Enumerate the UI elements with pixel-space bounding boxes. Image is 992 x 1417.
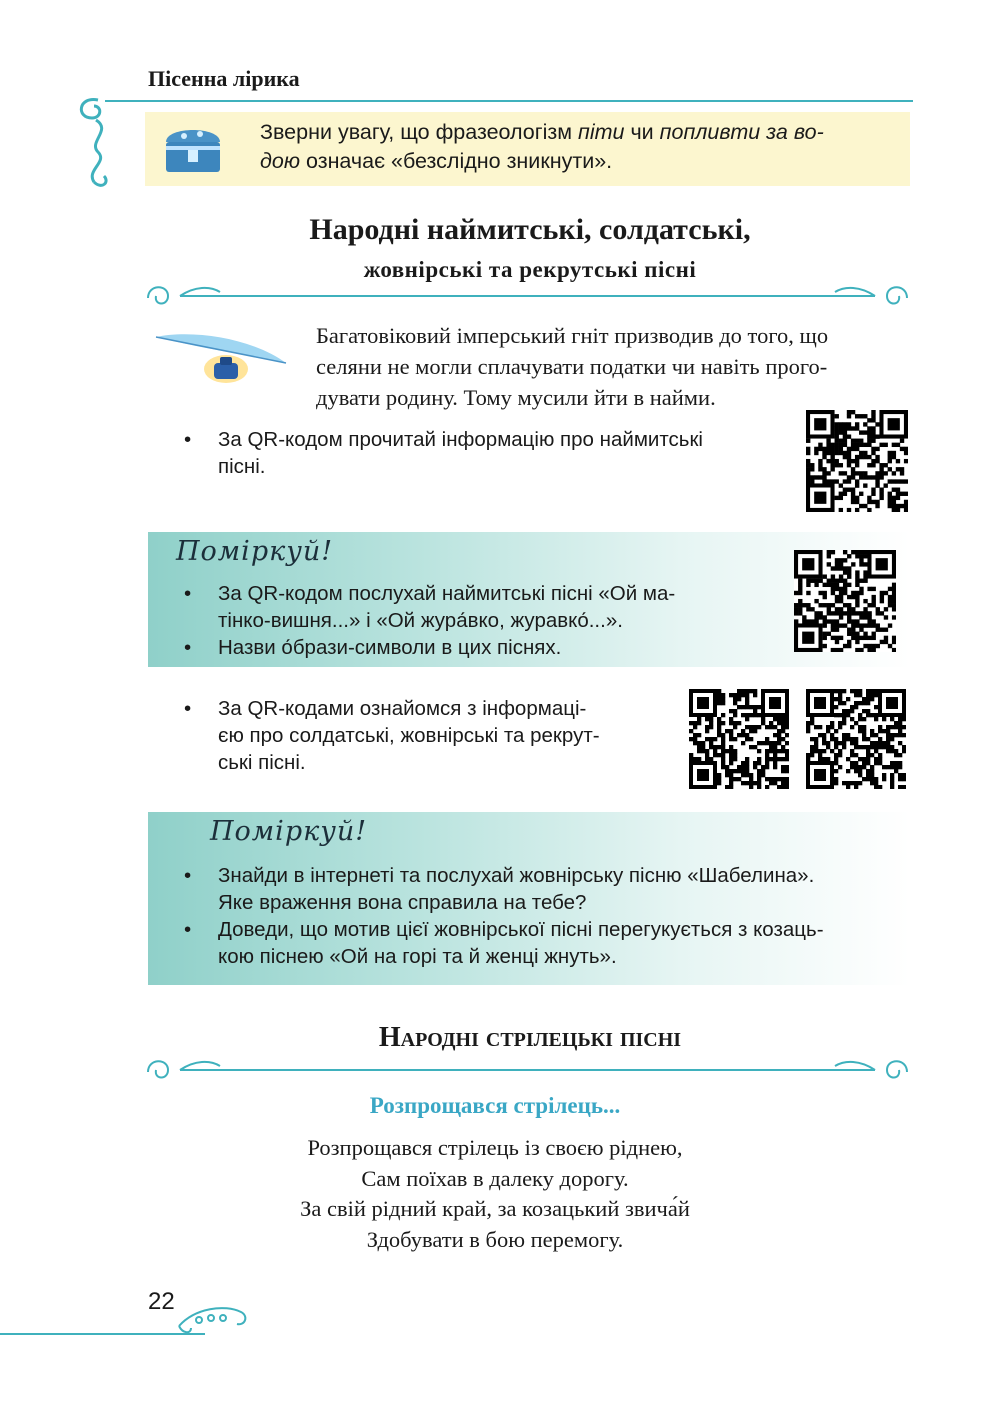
note-text-part: Зверни увагу, що фразеологізм bbox=[260, 120, 578, 144]
list-item bbox=[180, 634, 780, 661]
list-item bbox=[180, 695, 680, 776]
list-item bbox=[180, 862, 915, 916]
note-italic-term: дою bbox=[260, 149, 301, 173]
note-text-part: чи bbox=[624, 120, 660, 144]
list-item-line: Яке враження вона справила на тебе? bbox=[218, 891, 587, 914]
section-title: Народні наймитські, солдатські, bbox=[309, 213, 751, 246]
ornamental-divider bbox=[140, 276, 915, 316]
note-italic-term: попливти за во- bbox=[659, 120, 824, 144]
list-item-line: • Назви о́брази-символи в цих піснях. bbox=[218, 636, 562, 659]
intro-line: селяни не могли сплачувати податки чи навіть прого- bbox=[316, 354, 828, 379]
qr-task-list bbox=[180, 695, 680, 776]
list-item-line: • Знайди в інтернеті та послухай жовнірську пісню «Шабелина». bbox=[218, 864, 815, 887]
list-item-line: • Доведи, що мотив цієї жовнірської пісні перегукується з козаць- bbox=[218, 918, 824, 941]
list-item bbox=[180, 580, 780, 634]
poem-line: Сам поїхав в далеку дорогу. bbox=[361, 1165, 629, 1191]
list-item-line: єю про солдатські, жовнірські та рекрут- bbox=[218, 724, 600, 747]
list-item bbox=[180, 426, 780, 480]
intro-paragraph bbox=[316, 320, 916, 413]
list-item bbox=[180, 916, 915, 970]
list-item-line: • За QR-кодом послухай наймитські пісні «Ой ма- bbox=[218, 582, 676, 605]
poem bbox=[150, 1133, 840, 1255]
note-text bbox=[260, 118, 900, 176]
intro-line: Багатовіковий імперський гніт призводив до того, що bbox=[316, 323, 829, 348]
think-title: Поміркуй! bbox=[210, 816, 368, 847]
qr-code[interactable] bbox=[794, 550, 896, 652]
list-item-line: пісні. bbox=[218, 455, 266, 478]
poem-title: Розпрощався стрілець... bbox=[369, 1093, 621, 1118]
list-item-line: ські пісні. bbox=[218, 751, 306, 774]
think-task-list bbox=[180, 580, 780, 661]
qr-code[interactable] bbox=[689, 689, 789, 789]
think-title: Поміркуй! bbox=[176, 536, 334, 567]
running-header: Пісенна лірика bbox=[148, 66, 300, 91]
poem-line: За свій рідний край, за козацький звича́й bbox=[300, 1196, 690, 1221]
treasure-chest-icon bbox=[160, 116, 226, 180]
page-number: 22 bbox=[148, 1288, 175, 1315]
list-item-line: • За QR-кодом прочитай інформацію про наймитські bbox=[218, 428, 703, 451]
qr-code[interactable] bbox=[806, 689, 906, 789]
list-item-line: • За QR-кодами ознайомся з інформаці- bbox=[218, 697, 587, 720]
note-text-part: означає «безслідно зникнути». bbox=[300, 149, 613, 173]
qr-code[interactable] bbox=[806, 410, 908, 512]
footer-swirl-icon bbox=[175, 1298, 250, 1340]
qr-task-list bbox=[180, 426, 780, 480]
think-task-list bbox=[180, 862, 915, 970]
list-item-line: тінко-вишня...» і «Ой жура́вко, журавко́...». bbox=[218, 609, 623, 632]
section-subtitle: жовнірські та рекрутські пісні bbox=[363, 257, 697, 282]
quill-inkwell-icon bbox=[154, 325, 289, 387]
note-italic-term: піти bbox=[578, 120, 625, 144]
corner-swirl-icon bbox=[68, 90, 118, 192]
poem-line: Розпрощався стрілець із своєю ріднею, bbox=[307, 1135, 683, 1160]
intro-line: дувати родину. Тому мусили йти в найми. bbox=[316, 385, 716, 410]
section-title: Народні стрілецькі пісні bbox=[378, 1022, 682, 1053]
poem-line: Здобувати в бою перемогу. bbox=[366, 1226, 624, 1252]
header-rule bbox=[105, 100, 913, 102]
list-item-line: кою піснею «Ой на горі та й женці жнуть». bbox=[218, 945, 617, 968]
ornamental-divider bbox=[140, 1050, 915, 1090]
